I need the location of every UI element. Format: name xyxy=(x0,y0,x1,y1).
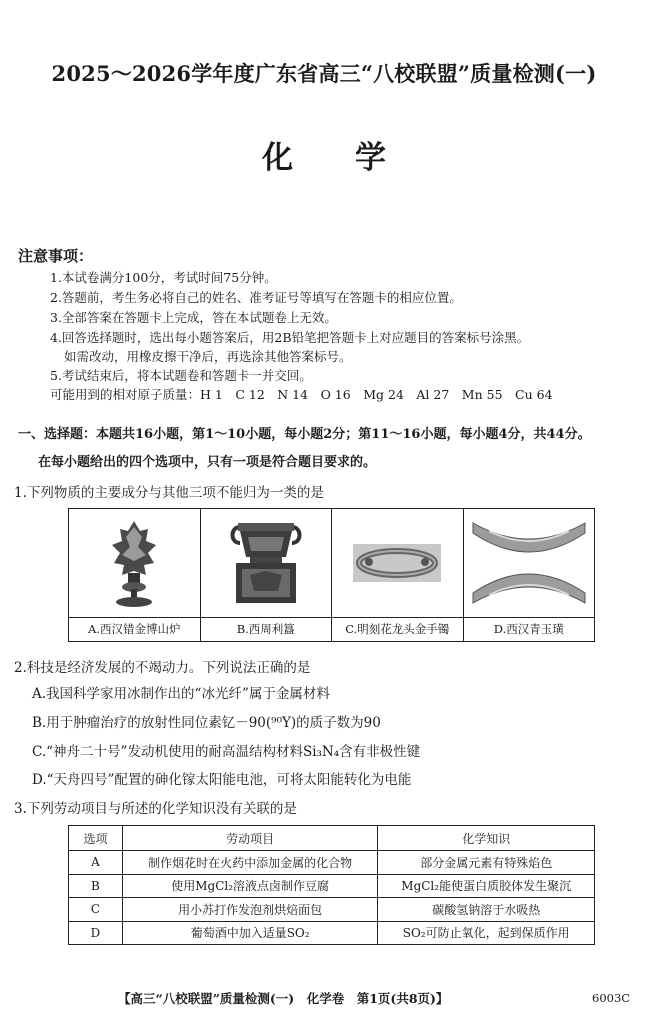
table-cell: D xyxy=(69,921,123,945)
table-cell: 部分金属元素有特殊焰色 xyxy=(378,851,595,875)
censer-image xyxy=(69,509,200,618)
notes-heading: 注意事项： xyxy=(18,247,94,265)
question-1-stem: 1.下列物质的主要成分与其他三项不能归为一类的是 xyxy=(14,485,324,501)
question-2-option-a: A.我国科学家用冰制作出的“冰光纤”属于金属材料 xyxy=(32,686,330,702)
table-cell: 碳酸氢钠溶于水吸热 xyxy=(378,898,595,922)
bracelet-image xyxy=(332,509,463,618)
note-item: 5.考试结束后，将本试题卷和答题卡一并交回。 xyxy=(50,368,312,383)
gui-vessel-image xyxy=(201,509,332,618)
table-row xyxy=(69,921,595,945)
section-subheading: 在每小题给出的四个选项中，只有一项是符合题目要求的。 xyxy=(38,455,377,470)
option-c-cell xyxy=(332,509,464,641)
table-cell: A xyxy=(69,851,123,875)
question-3-table xyxy=(68,825,595,945)
option-a-caption: A.西汉错金博山炉 xyxy=(88,622,181,636)
table-header-cell: 劳动项目 xyxy=(122,826,377,851)
atomic-mass-note: 可能用到的相对原子质量：H 1 C 12 N 14 O 16 Mg 24 Al 27 Mn 55 Cu 64 xyxy=(50,387,553,402)
table-header-row xyxy=(69,826,595,851)
table-header-cell: 选项 xyxy=(69,826,123,851)
jade-huang-image xyxy=(464,509,595,618)
note-item: 3.全部答案在答题卡上完成，答在本试题卷上无效。 xyxy=(50,310,337,325)
option-b-caption: B.西周利簋 xyxy=(236,622,295,636)
note-item: 4.回答选择题时，选出每小题答案后，用2B铅笔把答题卡上对应题目的答案标号涂黑。 xyxy=(50,330,530,345)
option-c-caption: C.明刻花龙头金手镯 xyxy=(345,622,450,636)
option-a-cell xyxy=(69,509,201,641)
page-footer: 【高三“八校联盟”质量检测(一) 化学卷 第1页(共8页)】 xyxy=(118,991,449,1006)
note-item: 如需改动，用橡皮擦干净后，再选涂其他答案标号。 xyxy=(64,349,352,364)
table-row xyxy=(69,851,595,875)
option-d-cell xyxy=(464,509,595,641)
section-heading: 一、选择题：本题共16小题，第1～10小题，每小题2分；第11～16小题，每小题4分，共44分。 xyxy=(18,427,591,442)
table-row xyxy=(69,898,595,922)
question-1-image-table xyxy=(68,508,595,642)
table-header-cell: 化学知识 xyxy=(378,826,595,851)
question-2-option-d: D.“天舟四号”配置的砷化镓太阳能电池，可将太阳能转化为电能 xyxy=(32,772,412,788)
question-3-stem: 3.下列劳动项目与所述的化学知识没有关联的是 xyxy=(14,801,297,817)
table-cell: 制作烟花时在火药中添加金属的化合物 xyxy=(122,851,377,875)
question-2-option-b: B.用于肿瘤治疗的放射性同位素钇－90(⁹⁰Y)的质子数为90 xyxy=(32,715,381,731)
table-cell: B xyxy=(69,874,123,898)
question-2-option-c: C.“神舟二十号”发动机使用的耐高温结构材料Si₃N₄含有非极性键 xyxy=(32,744,421,760)
option-d-caption: D.西汉青玉璜 xyxy=(493,622,564,636)
table-cell: MgCl₂能使蛋白质胶体发生聚沉 xyxy=(378,874,595,898)
note-item: 1.本试卷满分100分，考试时间75分钟。 xyxy=(50,270,277,285)
paper-code: 6003C xyxy=(592,991,631,1005)
option-b-cell xyxy=(201,509,333,641)
table-row xyxy=(69,874,595,898)
note-item: 2.答题前，考生务必将自己的姓名、准考证号等填写在答题卡的相应位置。 xyxy=(50,290,462,305)
table-cell: 使用MgCl₂溶液点卤制作豆腐 xyxy=(122,874,377,898)
question-2-stem: 2.科技是经济发展的不竭动力。下列说法正确的是 xyxy=(14,660,311,676)
exam-title: 2025～2026学年度广东省高三“八校联盟”质量检测(一) xyxy=(51,61,597,86)
table-cell: C xyxy=(69,898,123,922)
table-cell: SO₂可防止氧化，起到保质作用 xyxy=(378,921,595,945)
table-cell: 葡萄酒中加入适量SO₂ xyxy=(122,921,377,945)
subject-title: 化学 xyxy=(262,140,448,176)
table-cell: 用小苏打作发泡剂烘焙面包 xyxy=(122,898,377,922)
